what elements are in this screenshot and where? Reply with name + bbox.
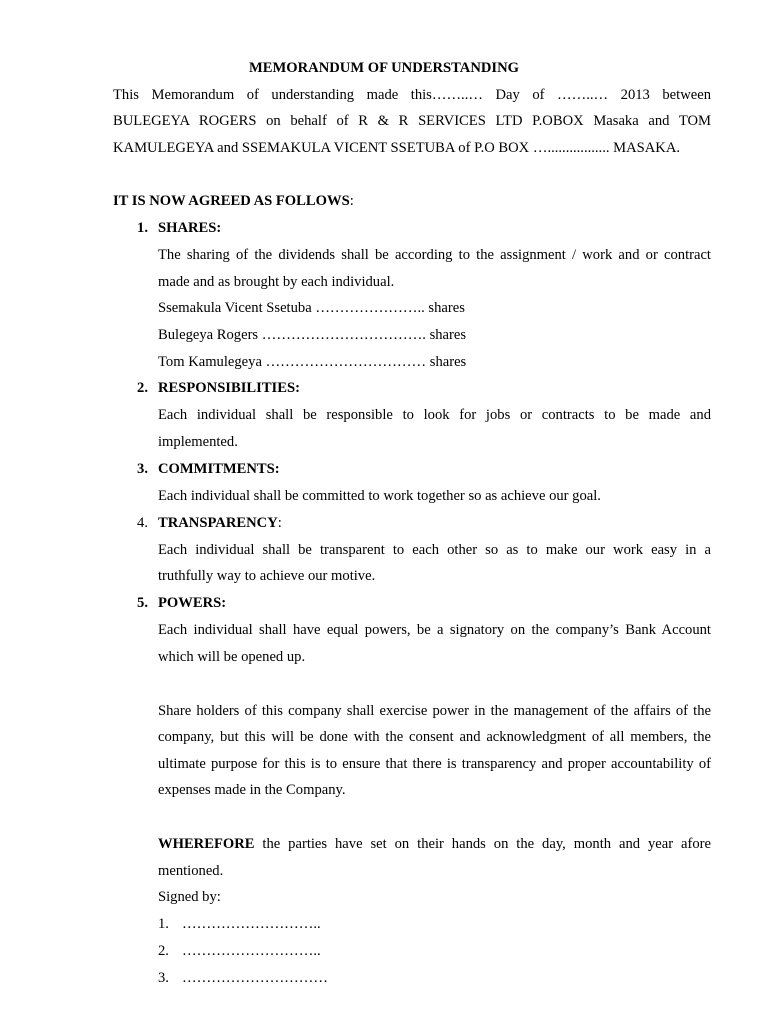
powers-body-1: Each individual shall have equal powers, be a signatory on the company’s Bank Account	[158, 622, 711, 638]
shares-number: 1.	[137, 220, 148, 236]
wherefore-bold: WHEREFORE	[158, 836, 255, 852]
powers-body-2: which will be opened up.	[158, 649, 306, 665]
wherefore-line-1	[158, 834, 711, 854]
responsibilities-heading: RESPONSIBILITIES:	[158, 380, 300, 396]
transparency-heading-colon: :	[277, 515, 282, 531]
agreed-heading-colon: :	[349, 193, 354, 209]
commitments-heading: COMMITMENTS:	[158, 461, 280, 477]
shares-heading: SHARES:	[158, 220, 222, 236]
transparency-heading-line	[158, 513, 282, 533]
signature-line: ………………………..	[182, 916, 321, 932]
shareholder-line: Tom Kamulegeya …………………………… shares	[158, 354, 467, 370]
transparency-body-1: Each individual shall be transparent to each other so as to make our work easy in a	[158, 542, 711, 558]
intro-line-3: KAMULEGEYA and SSEMAKULA VICENT SSETUBA of P.O BOX …................. MASAKA.	[113, 140, 681, 156]
intro-line-2: BULEGEYA ROGERS on behalf of R & R SERVICES LTD P.OBOX Masaka and TOM	[113, 113, 711, 129]
signed-by-label: Signed by:	[158, 889, 221, 905]
commitments-body-1: Each individual shall be committed to work together so as achieve our goal.	[158, 488, 601, 504]
shareholder-line: Ssemakula Vicent Ssetuba ………………….. shares	[158, 300, 465, 316]
agreed-heading-bold: IT IS NOW AGREED AS FOLLOWS	[113, 193, 350, 209]
responsibilities-body-1: Each individual shall be responsible to look for jobs or contracts to be made and	[158, 407, 711, 423]
signature-number: 1.	[158, 916, 169, 932]
wherefore-line-2: mentioned.	[158, 863, 224, 879]
agreed-heading	[113, 191, 354, 211]
shares-body-2: made and as brought by each individual.	[158, 274, 395, 290]
commitments-number: 3.	[137, 461, 148, 477]
powers-number: 5.	[137, 595, 148, 611]
powers-para2-line-2: company, but this will be done with the consent and acknowledgment of all members, the	[158, 729, 711, 745]
powers-heading: POWERS:	[158, 595, 227, 611]
intro-line-1: This Memorandum of understanding made this……..… Day of ……..… 2013 between	[113, 87, 711, 103]
document-title: MEMORANDUM OF UNDERSTANDING	[249, 60, 519, 76]
transparency-body-2: truthfully way to achieve our motive.	[158, 568, 376, 584]
transparency-number: 4.	[137, 515, 148, 531]
signature-line: ………………………..	[182, 943, 321, 959]
shareholder-line: Bulegeya Rogers ……………………………. shares	[158, 327, 467, 343]
shares-body-1: The sharing of the dividends shall be according to the assignment / work and or contract	[158, 247, 711, 263]
transparency-heading: TRANSPARENCY	[158, 515, 278, 531]
signature-line: …………………………	[182, 970, 328, 986]
responsibilities-number: 2.	[137, 380, 148, 396]
wherefore-text: the parties have set on their hands on the day, month and year afore	[254, 836, 711, 852]
signature-number: 3.	[158, 970, 169, 986]
powers-para2-line-3: ultimate purpose for this is to ensure that there is transparency and proper accountability of	[158, 756, 711, 772]
powers-para2-line-1: Share holders of this company shall exercise power in the management of the affairs of the	[158, 703, 711, 719]
signature-number: 2.	[158, 943, 169, 959]
powers-para2-line-4: expenses made in the Company.	[158, 782, 346, 798]
responsibilities-body-2: implemented.	[158, 434, 238, 450]
